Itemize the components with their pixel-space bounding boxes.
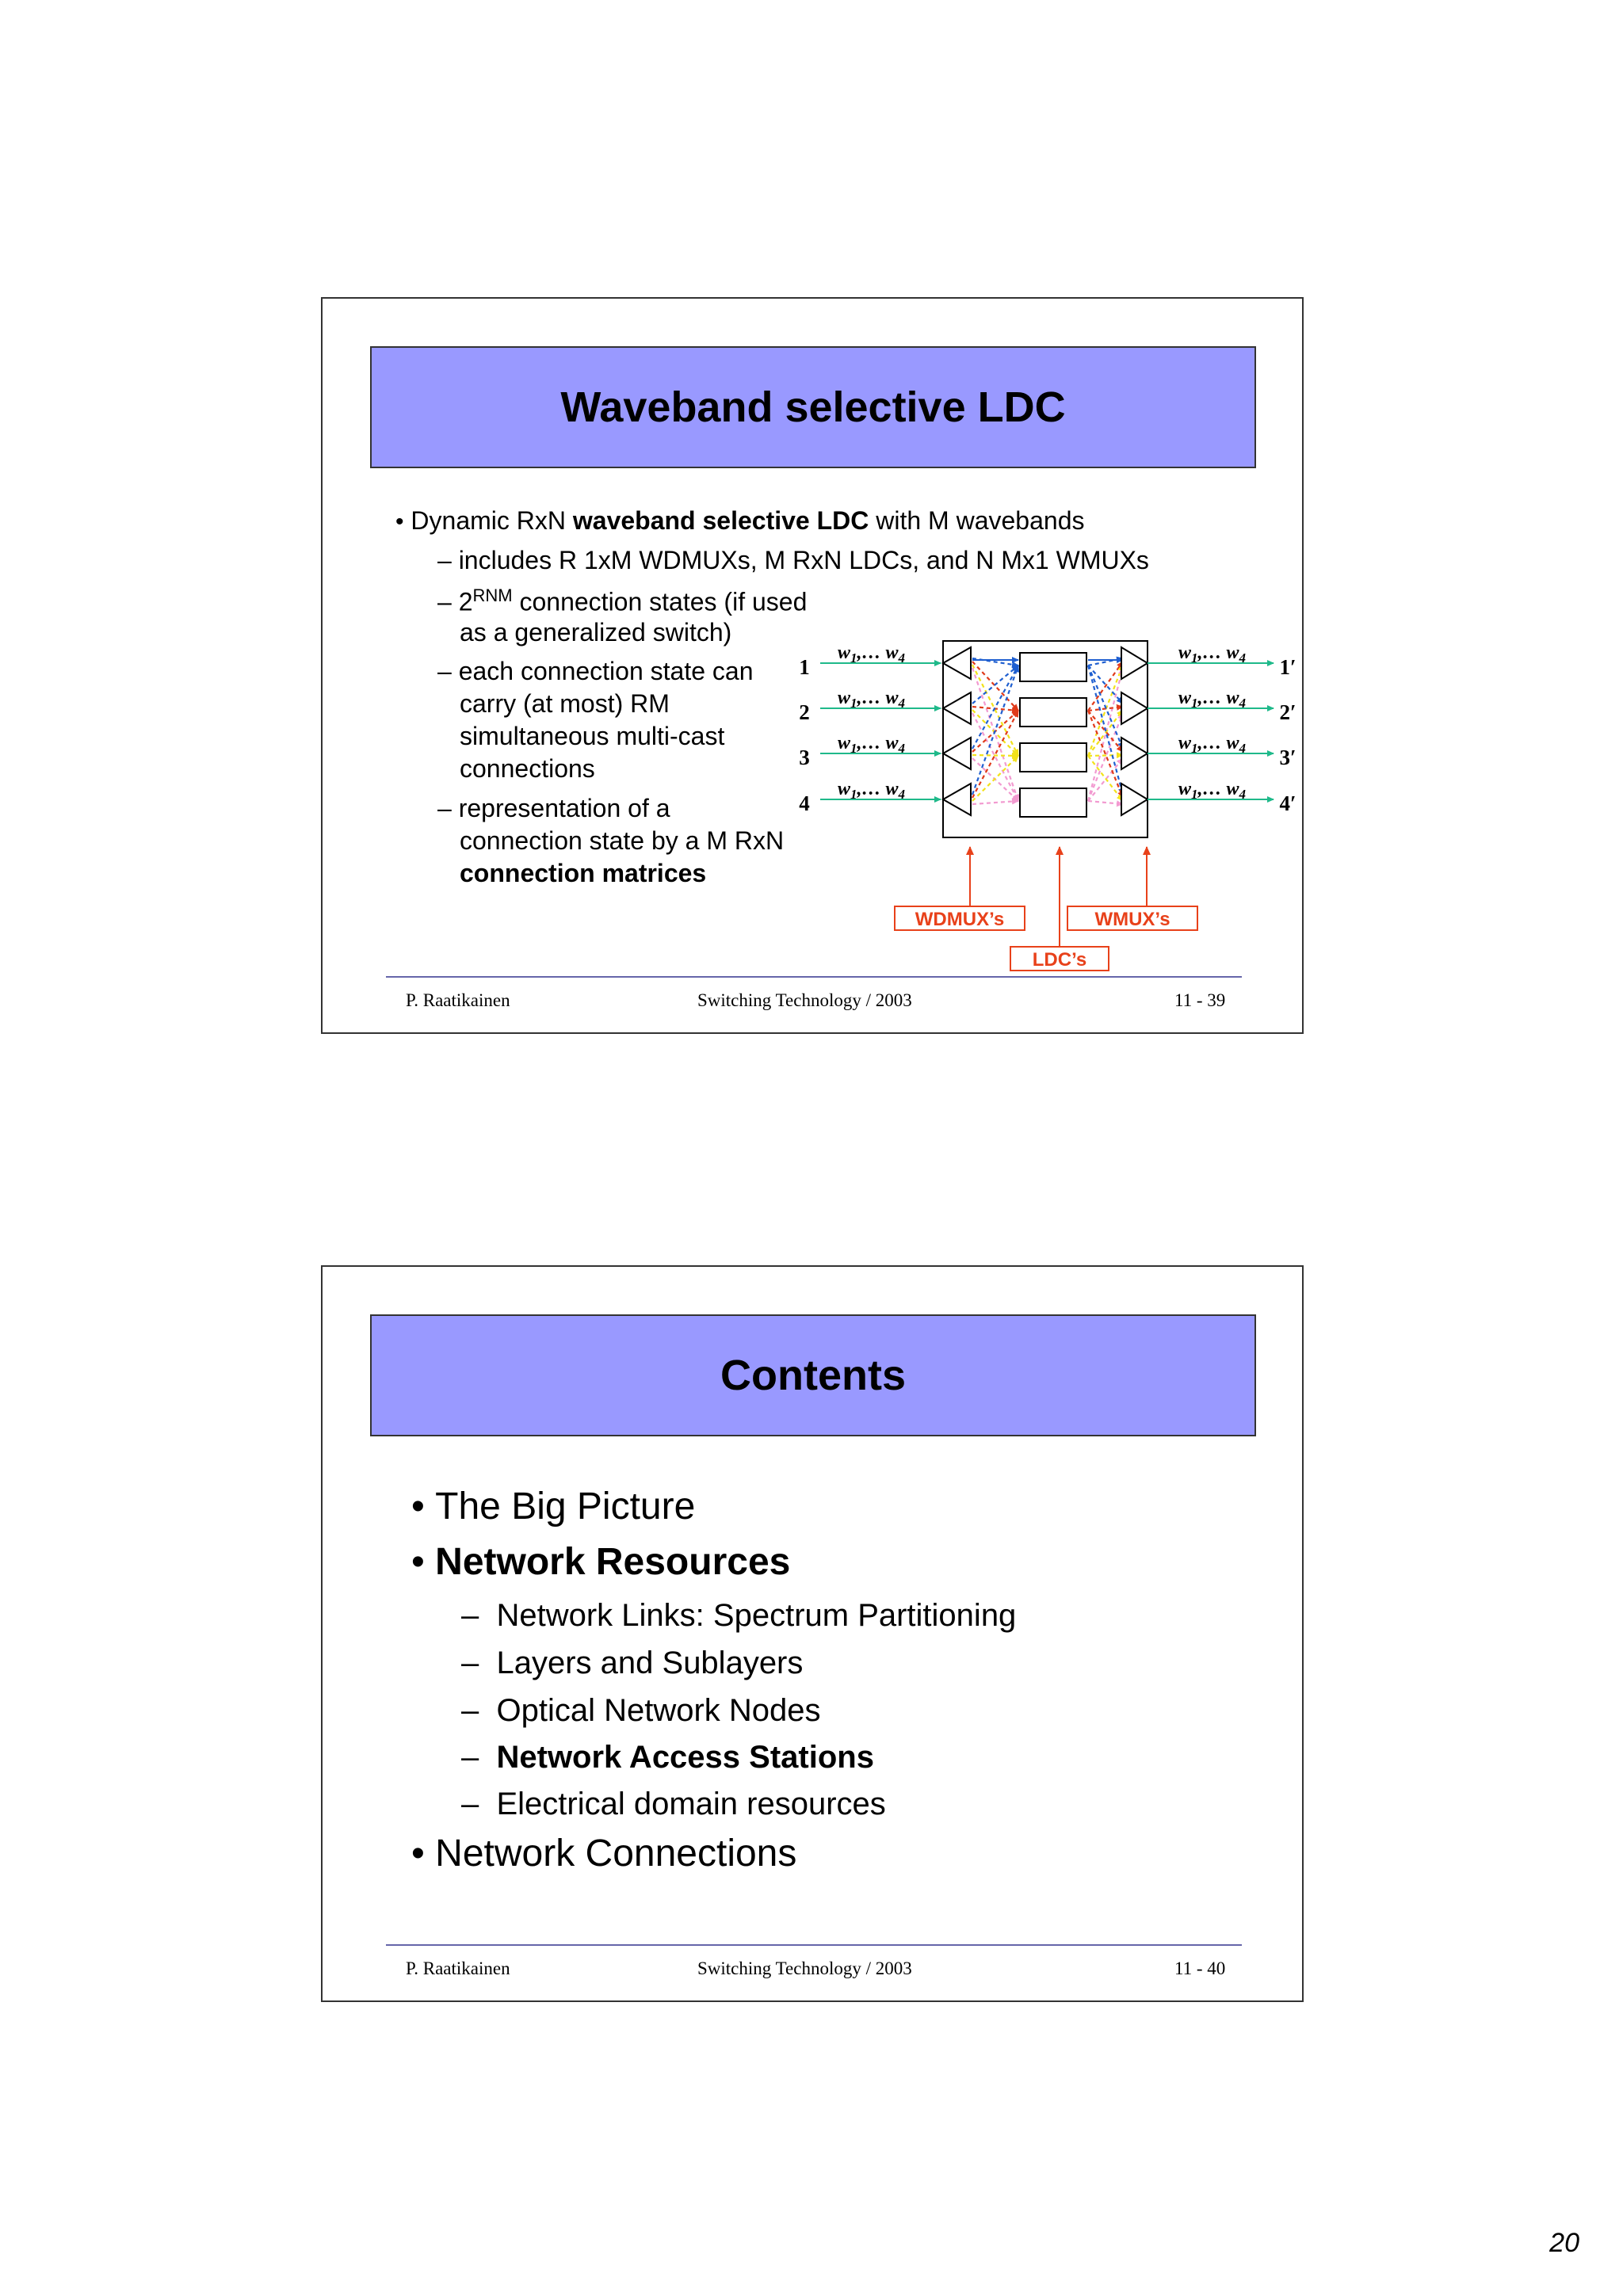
bullet-text-pre: Dynamic RxN xyxy=(411,506,573,535)
wave-label-part: 4 xyxy=(1239,787,1247,803)
item-text: The Big Picture xyxy=(435,1486,696,1527)
subbullet-text-cont: as a generalized switch) xyxy=(460,618,732,646)
subitem-text: Layers and Sublayers xyxy=(496,1646,804,1680)
input-port-label: 3 xyxy=(799,746,810,769)
wave-label-part: ,… w xyxy=(1197,733,1239,753)
dash: – xyxy=(437,657,459,685)
item-text: Network Resources xyxy=(435,1541,791,1583)
wave-label-part: 1 xyxy=(850,787,857,803)
wave-label-part: w xyxy=(1178,779,1192,799)
wave-label-part: w xyxy=(1178,688,1192,708)
ldc-box xyxy=(1020,698,1086,727)
output-port-label: 3′ xyxy=(1279,746,1296,769)
wave-label-part: w xyxy=(838,643,851,663)
footer-page: 11 - 39 xyxy=(1174,990,1226,1010)
exp-base: 2 xyxy=(458,587,473,616)
bullet-text-post: with M wavebands xyxy=(869,506,1085,535)
footer-course: Switching Technology / 2003 xyxy=(697,990,912,1010)
output-port-label: 4′ xyxy=(1279,791,1296,815)
footer-divider xyxy=(386,1944,1242,1946)
wave-label-part: ,… w xyxy=(1197,779,1239,799)
dash: – xyxy=(461,1787,497,1821)
subbullet-each xyxy=(437,657,754,686)
subbullet-text-cont: simultaneous multi-cast xyxy=(460,722,725,750)
subitem-text: Network Access Stations xyxy=(496,1740,874,1775)
wave-label xyxy=(1178,688,1246,711)
contents-item-network-connections xyxy=(411,1832,796,1875)
wave-label-part: w xyxy=(1178,733,1192,753)
dash: – xyxy=(461,1598,497,1633)
slide-11-40 xyxy=(321,1265,1304,2002)
wave-label-part: 4 xyxy=(898,650,906,666)
contents-subitem xyxy=(461,1787,886,1822)
footer-divider xyxy=(386,976,1242,978)
ldc-label: LDC’s xyxy=(1032,949,1087,971)
subbullet-text-cont: connections xyxy=(460,754,595,783)
bullet-dot: • xyxy=(411,1486,425,1527)
wave-label-part: 1 xyxy=(850,650,857,666)
bullet-dynamic xyxy=(395,506,1084,536)
bullet-dot: • xyxy=(411,1541,425,1583)
subbullet-text: representation of a xyxy=(458,794,670,822)
ldc-box xyxy=(1020,788,1086,817)
ldc-box xyxy=(1020,653,1086,681)
subitem-text: Optical Network Nodes xyxy=(496,1693,821,1728)
dash: – xyxy=(461,1693,497,1728)
subbullet-text: connection states (if used xyxy=(512,587,808,616)
wave-label-part: 1 xyxy=(1191,650,1198,666)
bullet-dot: • xyxy=(411,1833,425,1875)
subbullet-text: includes R 1xM WDMUXs, M RxN LDCs, and N Mx1 WMUXs xyxy=(458,546,1149,574)
footer-course: Switching Technology / 2003 xyxy=(697,1958,912,1978)
dash: – xyxy=(461,1646,497,1680)
wave-label-part: 4 xyxy=(898,787,906,803)
bullet-dot: • xyxy=(395,509,404,535)
subbullet-text-cont: connection state by a M RxN xyxy=(460,826,785,855)
slide-title: Waveband selective LDC xyxy=(560,383,1066,431)
wave-label-part: ,… w xyxy=(857,779,899,799)
subbullet-text-cont: carry (at most) RM xyxy=(460,689,670,718)
input-port-label: 2 xyxy=(799,700,810,724)
contents-item-big-picture xyxy=(411,1485,695,1528)
contents-subitem xyxy=(461,1740,874,1775)
wmux-label: WMUX’s xyxy=(1094,909,1170,930)
dash: – xyxy=(461,1740,497,1775)
footer-page: 11 - 40 xyxy=(1174,1958,1226,1978)
wave-label-part: ,… w xyxy=(857,733,899,753)
subbullet-states xyxy=(437,585,807,617)
input-port-label: 4 xyxy=(799,791,810,815)
ldc-diagram xyxy=(799,633,1296,971)
wave-label-part: w xyxy=(838,733,851,753)
wave-label xyxy=(838,643,905,666)
dash: – xyxy=(437,546,459,574)
wave-label-part: 4 xyxy=(1239,696,1247,711)
slide-title: Contents xyxy=(720,1352,906,1399)
wave-label xyxy=(1178,733,1246,756)
wdmux-label: WDMUX’s xyxy=(915,909,1005,930)
dash: – xyxy=(437,794,459,822)
wave-label-part: w xyxy=(838,779,851,799)
output-port-label: 1′ xyxy=(1279,655,1296,679)
wave-label-part: ,… w xyxy=(857,643,899,663)
wave-label-part: ,… w xyxy=(1197,643,1239,663)
wave-label-part: 1 xyxy=(850,696,857,711)
footer-author: P. Raatikainen xyxy=(406,1958,510,1978)
wave-label-part: 1 xyxy=(850,741,857,757)
wave-label-part: 4 xyxy=(898,741,906,757)
wave-label xyxy=(838,779,905,802)
wave-label xyxy=(838,733,905,756)
contents-subitem xyxy=(461,1646,803,1681)
subitem-text: Network Links: Spectrum Partitioning xyxy=(496,1598,1017,1633)
wave-label-part: ,… w xyxy=(857,688,899,708)
wave-label-part: ,… w xyxy=(1197,688,1239,708)
subitem-text: Electrical domain resources xyxy=(496,1787,886,1821)
exp-sup: RNM xyxy=(472,585,513,605)
subbullet-text: each connection state can xyxy=(458,657,754,685)
wave-label-part: w xyxy=(838,688,851,708)
wave-label xyxy=(1178,643,1246,666)
wave-label-part: w xyxy=(1178,643,1192,663)
wave-label-part: 4 xyxy=(1239,741,1247,757)
slide-title-box xyxy=(370,1314,1256,1436)
ldc-box xyxy=(1020,743,1086,772)
page-number: 20 xyxy=(1549,2228,1579,2258)
subbullet-includes xyxy=(437,546,1149,575)
subbullet-representation xyxy=(437,794,670,823)
footer-author: P. Raatikainen xyxy=(406,990,510,1010)
item-text: Network Connections xyxy=(435,1833,797,1875)
wave-label-part: 1 xyxy=(1191,741,1198,757)
contents-subitem xyxy=(461,1693,821,1729)
input-port-label: 1 xyxy=(799,655,810,679)
wave-label-part: 4 xyxy=(898,696,906,711)
wave-label-part: 1 xyxy=(1191,696,1198,711)
wave-label-part: 1 xyxy=(1191,787,1198,803)
slide-11-39 xyxy=(321,297,1304,1034)
wave-label xyxy=(1178,779,1246,802)
wave-label-part: 4 xyxy=(1239,650,1247,666)
subbullet-text-bold: connection matrices xyxy=(460,859,707,887)
bullet-text-bold: waveband selective LDC xyxy=(572,506,869,535)
dash: – xyxy=(437,587,459,616)
output-port-label: 2′ xyxy=(1279,700,1296,724)
contents-item-network-resources xyxy=(411,1540,790,1584)
slide-title-box xyxy=(370,346,1256,468)
contents-subitem xyxy=(461,1598,1016,1634)
wave-label xyxy=(838,688,905,711)
